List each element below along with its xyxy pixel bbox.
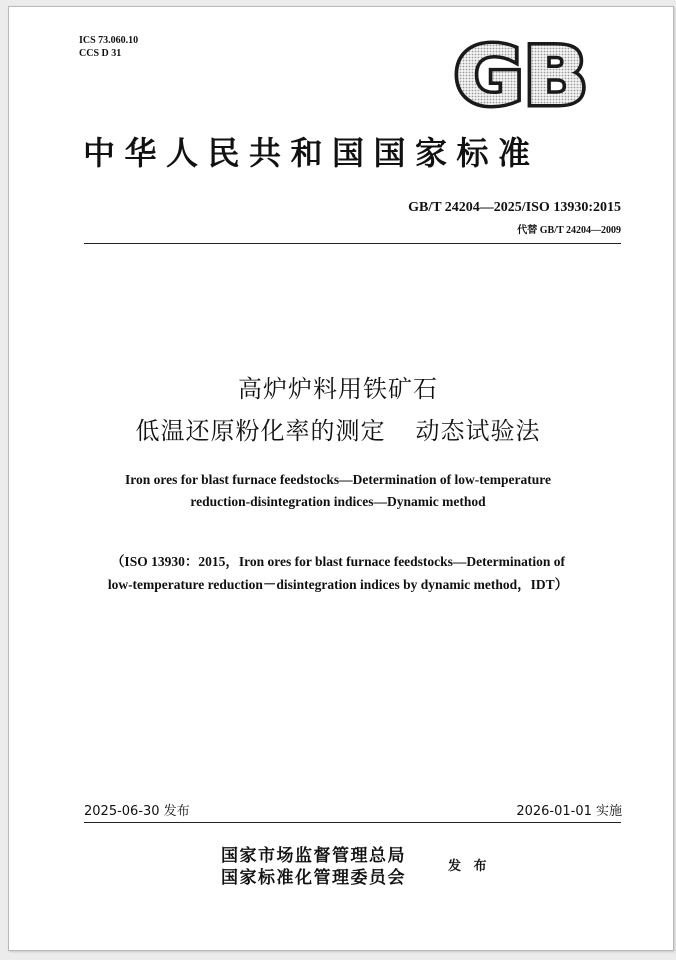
- chinese-title-line2-main: 低温还原粉化率的测定: [135, 417, 386, 445]
- footer-divider: [84, 822, 621, 823]
- issuing-authorities: [221, 845, 406, 889]
- ics-code: ICS 73.060.10: [79, 35, 139, 46]
- chinese-title-line2-method: 动态试验法: [415, 417, 541, 445]
- issuer-samr: 国家市场监督管理总局: [221, 846, 406, 866]
- national-standard-title: 中华人民共和国国家标准: [83, 134, 540, 172]
- chinese-title-line2: [0, 411, 676, 446]
- publish-date: 2025-06-30 发布: [84, 804, 190, 819]
- gb-logo-text: GB: [454, 38, 588, 110]
- chinese-title-line1: 高炉炉料用铁矿石: [238, 375, 438, 403]
- english-title-line2: reduction-disintegration indices—Dynamic method: [190, 494, 486, 509]
- header-divider: [84, 243, 621, 244]
- iso-equivalence-line1: （ISO 13930：2015，Iron ores for blast furnace feedstocks—Determination of: [110, 554, 566, 569]
- standard-number: GB/T 24204—2025/ISO 13930:2015: [408, 200, 621, 215]
- replaces-standard: 代替 GB/T 24204—2009: [517, 225, 621, 236]
- gb-logo: [450, 38, 592, 110]
- english-title-line1: Iron ores for blast furnace feedstocks—Determination of low-temperature: [124, 472, 552, 487]
- iso-equivalence-line2: low-temperature reduction－disintegration indices by dynamic method，IDT）: [107, 577, 569, 592]
- issuer-sac: 国家标准化管理委员会: [221, 868, 406, 888]
- implementation-date: 2026-01-01 实施: [516, 804, 622, 819]
- classification-codes: [79, 34, 138, 60]
- ccs-code: CCS D 31: [79, 48, 122, 59]
- issue-label: 发 布: [448, 859, 491, 874]
